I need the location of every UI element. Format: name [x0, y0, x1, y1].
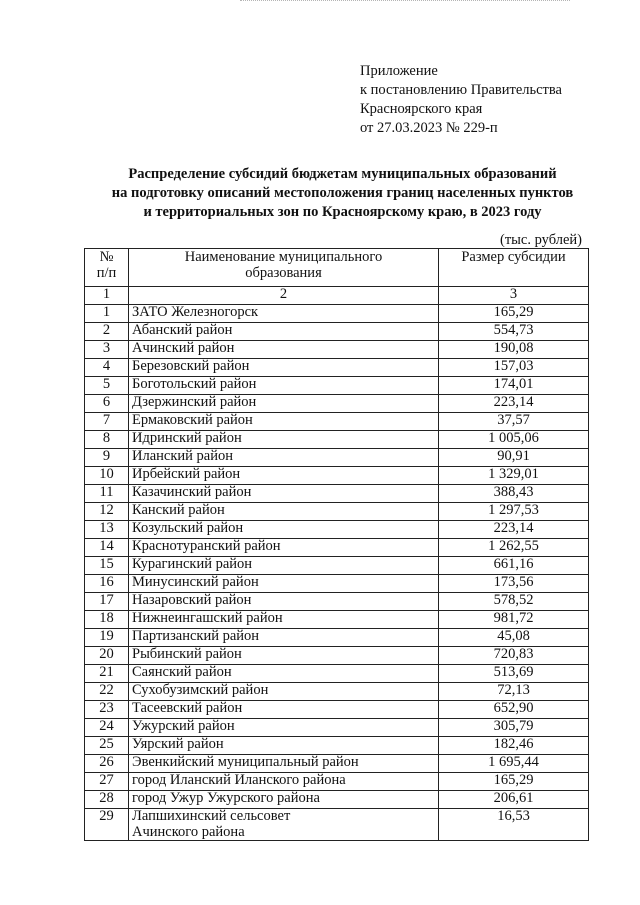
- table-row: [85, 773, 589, 791]
- municipality-name: [129, 683, 439, 701]
- municipality-name-line: Канский район: [132, 502, 225, 518]
- row-number: 23: [85, 701, 129, 719]
- subsidy-amount: 1 005,06: [439, 431, 589, 449]
- table-row: [85, 809, 589, 841]
- table-header-row: [85, 249, 589, 287]
- row-number: 7: [85, 413, 129, 431]
- municipality-name: [129, 395, 439, 413]
- subsidy-amount: 174,01: [439, 377, 589, 395]
- subsidy-amount: 1 695,44: [439, 755, 589, 773]
- annex-block: [360, 62, 562, 138]
- municipality-name: [129, 341, 439, 359]
- row-number: 13: [85, 521, 129, 539]
- municipality-name: [129, 665, 439, 683]
- document-title: [60, 165, 625, 222]
- table-row: [85, 503, 589, 521]
- municipality-name: [129, 305, 439, 323]
- subsidy-amount: 37,57: [439, 413, 589, 431]
- municipality-name: [129, 521, 439, 539]
- annex-date-number: от 27.03.2023 № 229-п: [360, 120, 498, 136]
- municipality-name-line: Тасеевский район: [132, 700, 243, 716]
- municipality-name: [129, 755, 439, 773]
- subsidy-amount: 1 297,53: [439, 503, 589, 521]
- subsidy-amount: 182,46: [439, 737, 589, 755]
- municipality-name-line: Саянский район: [132, 664, 232, 680]
- row-number: 20: [85, 647, 129, 665]
- title-line: и территориальных зон по Красноярскому краю, в 2023 году: [143, 204, 542, 220]
- municipality-name: [129, 737, 439, 755]
- column-number: 2: [129, 287, 439, 305]
- header-name-line1: Наименование муниципального: [184, 249, 383, 265]
- row-number: 22: [85, 683, 129, 701]
- row-number: 5: [85, 377, 129, 395]
- column-number: 3: [439, 287, 589, 305]
- municipality-name-line: ЗАТО Железногорск: [132, 304, 259, 320]
- municipality-name-line: Курагинский район: [132, 556, 253, 572]
- municipality-name: [129, 431, 439, 449]
- row-number: 25: [85, 737, 129, 755]
- table-row: [85, 719, 589, 737]
- municipality-name-line: Эвенкийский муниципальный район: [132, 754, 359, 770]
- municipality-name: [129, 773, 439, 791]
- table-row: [85, 755, 589, 773]
- municipality-name-line: Краснотуранский район: [132, 538, 281, 554]
- row-number: 18: [85, 611, 129, 629]
- row-number: 12: [85, 503, 129, 521]
- row-number: 3: [85, 341, 129, 359]
- municipality-name-line: Абанский район: [132, 322, 233, 338]
- subsidy-amount: 305,79: [439, 719, 589, 737]
- subsidy-amount: 661,16: [439, 557, 589, 575]
- municipality-name: [129, 719, 439, 737]
- municipality-name: [129, 557, 439, 575]
- row-number: 29: [85, 809, 129, 841]
- table-row: [85, 683, 589, 701]
- row-number: 6: [85, 395, 129, 413]
- subsidy-amount: 981,72: [439, 611, 589, 629]
- table-row: [85, 611, 589, 629]
- header-amount: Размер субсидии: [439, 249, 589, 287]
- subsidy-amount: 45,08: [439, 629, 589, 647]
- subsidies-table: [84, 248, 589, 841]
- row-number: 17: [85, 593, 129, 611]
- subsidy-amount: 652,90: [439, 701, 589, 719]
- row-number: 28: [85, 791, 129, 809]
- municipality-name: [129, 701, 439, 719]
- subsidy-amount: 173,56: [439, 575, 589, 593]
- annex-label: Приложение: [360, 63, 438, 79]
- subsidy-amount: 90,91: [439, 449, 589, 467]
- subsidy-amount: 16,53: [439, 809, 589, 841]
- municipality-name-line: Казачинский район: [132, 484, 252, 500]
- page-top-dotted-mark: [240, 0, 570, 4]
- title-line: Распределение субсидий бюджетам муниципальных образований: [128, 166, 557, 182]
- municipality-name: [129, 359, 439, 377]
- column-number: 1: [85, 287, 129, 305]
- table-row: [85, 449, 589, 467]
- table-row: [85, 539, 589, 557]
- municipality-name-line: Козульский район: [132, 520, 244, 536]
- municipality-name-line: Ачинский район: [132, 340, 235, 356]
- subsidy-amount: 1 329,01: [439, 467, 589, 485]
- table-row: [85, 359, 589, 377]
- row-number: 14: [85, 539, 129, 557]
- municipality-name: [129, 575, 439, 593]
- municipality-name-line: Иланский район: [132, 448, 233, 464]
- table-row: [85, 665, 589, 683]
- table-row: [85, 593, 589, 611]
- column-number-row: [85, 287, 589, 305]
- row-number: 1: [85, 305, 129, 323]
- table-row: [85, 575, 589, 593]
- municipality-name-line: Дзержинский район: [132, 394, 257, 410]
- table-row: [85, 413, 589, 431]
- table-row: [85, 629, 589, 647]
- municipality-name: [129, 485, 439, 503]
- row-number: 19: [85, 629, 129, 647]
- row-number: 24: [85, 719, 129, 737]
- municipality-name-line: Идринский район: [132, 430, 242, 446]
- subsidy-amount: 513,69: [439, 665, 589, 683]
- units-note: (тыс. рублей): [500, 232, 582, 248]
- municipality-name-line: город Ужур Ужурского района: [132, 790, 320, 806]
- row-number: 16: [85, 575, 129, 593]
- municipality-name: [129, 647, 439, 665]
- row-number: 26: [85, 755, 129, 773]
- row-number: 9: [85, 449, 129, 467]
- municipality-name-line: город Иланский Иланского района: [132, 772, 346, 788]
- municipality-name: [129, 809, 439, 841]
- subsidy-amount: 388,43: [439, 485, 589, 503]
- municipality-name: [129, 323, 439, 341]
- annex-region: Красноярского края: [360, 101, 483, 117]
- subsidy-amount: 720,83: [439, 647, 589, 665]
- table-row: [85, 701, 589, 719]
- municipality-name: [129, 593, 439, 611]
- municipality-name: [129, 503, 439, 521]
- row-number: 2: [85, 323, 129, 341]
- table-row: [85, 323, 589, 341]
- municipality-name-line: Уярский район: [132, 736, 224, 752]
- table-row: [85, 377, 589, 395]
- row-number: 27: [85, 773, 129, 791]
- subsidy-amount: 578,52: [439, 593, 589, 611]
- table-row: [85, 305, 589, 323]
- table-row: [85, 431, 589, 449]
- municipality-name-line: Назаровский район: [132, 592, 252, 608]
- municipality-name: [129, 449, 439, 467]
- row-number: 21: [85, 665, 129, 683]
- table-body: [85, 305, 589, 841]
- row-number: 10: [85, 467, 129, 485]
- municipality-name: [129, 791, 439, 809]
- municipality-name-line: Боготольский район: [132, 376, 257, 392]
- municipality-name-line: Партизанский район: [132, 628, 260, 644]
- municipality-name-line: Ачинского района: [132, 823, 245, 840]
- subsidy-amount: 165,29: [439, 773, 589, 791]
- row-number: 15: [85, 557, 129, 575]
- header-num-pp: п/п: [96, 264, 117, 281]
- municipality-name-line: Ужурский район: [132, 718, 235, 734]
- municipality-name: [129, 377, 439, 395]
- subsidy-amount: 165,29: [439, 305, 589, 323]
- annex-resolution: к постановлению Правительства: [360, 82, 562, 98]
- subsidy-amount: 223,14: [439, 395, 589, 413]
- table-row: [85, 395, 589, 413]
- municipality-name-line: Березовский район: [132, 358, 250, 374]
- table-row: [85, 485, 589, 503]
- municipality-name-line: Ермаковский район: [132, 412, 253, 428]
- subsidy-amount: 554,73: [439, 323, 589, 341]
- subsidy-amount: 190,08: [439, 341, 589, 359]
- municipality-name: [129, 539, 439, 557]
- table-row: [85, 737, 589, 755]
- subsidy-amount: 157,03: [439, 359, 589, 377]
- municipality-name-line: Минусинский район: [132, 574, 259, 590]
- title-line: на подготовку описаний местоположения границ населенных пунктов: [111, 185, 574, 201]
- municipality-name-line: Ирбейский район: [132, 466, 241, 482]
- header-num: [85, 249, 129, 287]
- subsidy-amount: 223,14: [439, 521, 589, 539]
- table-row: [85, 791, 589, 809]
- municipality-name: [129, 611, 439, 629]
- table-row: [85, 467, 589, 485]
- subsidy-amount: 72,13: [439, 683, 589, 701]
- municipality-name: [129, 467, 439, 485]
- municipality-name: [129, 413, 439, 431]
- municipality-name-line: Нижнеингашский район: [132, 610, 283, 626]
- subsidy-amount: 206,61: [439, 791, 589, 809]
- table-row: [85, 557, 589, 575]
- municipality-name-line: Сухобузимский район: [132, 682, 269, 698]
- header-name: [129, 249, 439, 287]
- header-num-sign: №: [99, 249, 114, 265]
- municipality-name-line: Лапшихинский сельсовет: [132, 808, 291, 824]
- table-row: [85, 521, 589, 539]
- municipality-name: [129, 629, 439, 647]
- row-number: 4: [85, 359, 129, 377]
- municipality-name-line: Рыбинский район: [132, 646, 242, 662]
- table-row: [85, 341, 589, 359]
- row-number: 8: [85, 431, 129, 449]
- subsidy-amount: 1 262,55: [439, 539, 589, 557]
- header-name-line2: образования: [245, 264, 322, 281]
- table-row: [85, 647, 589, 665]
- row-number: 11: [85, 485, 129, 503]
